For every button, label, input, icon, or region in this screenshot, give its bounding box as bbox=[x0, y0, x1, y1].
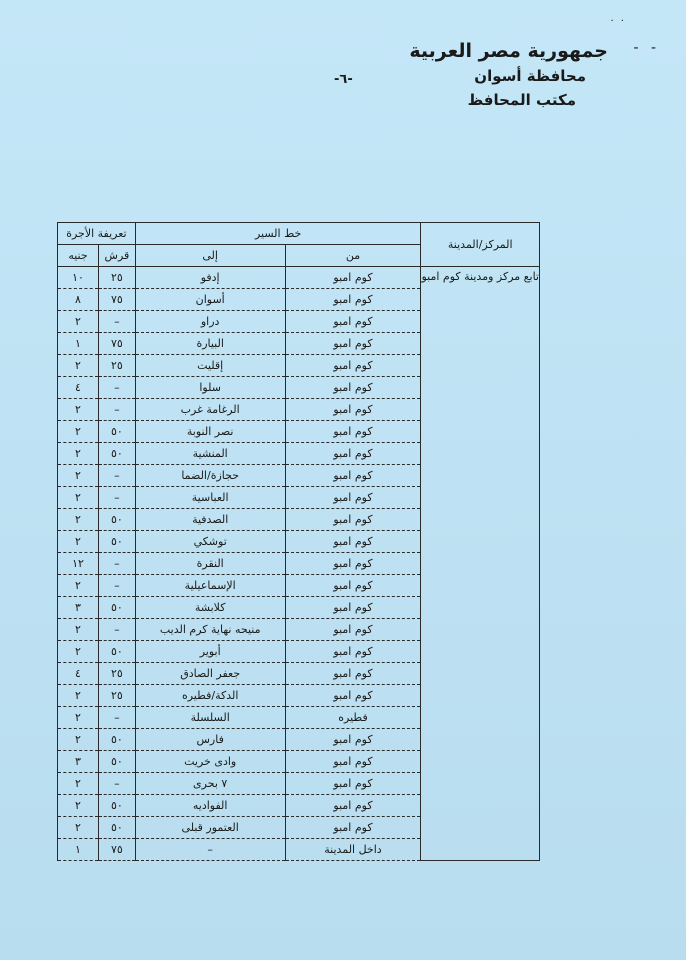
cell-from: كوم امبو bbox=[285, 641, 421, 663]
cell-pound: ١ bbox=[58, 839, 99, 861]
cell-piastre: ٥٠ bbox=[98, 597, 135, 619]
cell-to: وادى خريت bbox=[135, 751, 285, 773]
cell-from: كوم امبو bbox=[285, 267, 421, 289]
cell-to: النقرة bbox=[135, 553, 285, 575]
cell-piastre: ٧٥ bbox=[98, 333, 135, 355]
center-city-cell: تابع مركز ومدينة كوم امبو bbox=[421, 267, 540, 861]
cell-pound: ٢ bbox=[58, 619, 99, 641]
cell-to: إقليت bbox=[135, 355, 285, 377]
header-route: خط السير bbox=[135, 223, 421, 245]
cell-to: إدفو bbox=[135, 267, 285, 289]
cell-from: كوم امبو bbox=[285, 685, 421, 707]
cell-from: كوم امبو bbox=[285, 553, 421, 575]
cell-to: العتمور قبلى bbox=[135, 817, 285, 839]
cell-to: فارس bbox=[135, 729, 285, 751]
cell-pound: ٢ bbox=[58, 465, 99, 487]
cell-from: كوم امبو bbox=[285, 289, 421, 311]
cell-piastre: ٥٠ bbox=[98, 751, 135, 773]
cell-pound: ١٢ bbox=[58, 553, 99, 575]
cell-from: كوم امبو bbox=[285, 795, 421, 817]
cell-to: الدكة/فطيره bbox=[135, 685, 285, 707]
cell-to: نصر النوبة bbox=[135, 421, 285, 443]
cell-from: كوم امبو bbox=[285, 597, 421, 619]
scan-marks-dots: ‐ ‐ bbox=[633, 40, 660, 56]
cell-piastre: ٥٠ bbox=[98, 795, 135, 817]
cell-to: المنشية bbox=[135, 443, 285, 465]
header-piastre: قرش bbox=[98, 245, 135, 267]
cell-to: جعفر الصادق bbox=[135, 663, 285, 685]
office-name: مكتب المحافظ bbox=[467, 91, 576, 109]
cell-pound: ٢ bbox=[58, 509, 99, 531]
cell-from: كوم امبو bbox=[285, 355, 421, 377]
header-pound: جنيه bbox=[58, 245, 99, 267]
cell-from: كوم امبو bbox=[285, 729, 421, 751]
cell-to: البيارة bbox=[135, 333, 285, 355]
cell-pound: ٢ bbox=[58, 707, 99, 729]
cell-piastre: ٥٠ bbox=[98, 509, 135, 531]
cell-piastre: ٢٥ bbox=[98, 267, 135, 289]
cell-to: الإسماعيلية bbox=[135, 575, 285, 597]
cell-pound: ٢ bbox=[58, 443, 99, 465]
cell-to: الرغامة غرب bbox=[135, 399, 285, 421]
cell-pound: ٢ bbox=[58, 817, 99, 839]
cell-piastre: ٥٠ bbox=[98, 443, 135, 465]
cell-piastre: – bbox=[98, 575, 135, 597]
cell-to: أبوير bbox=[135, 641, 285, 663]
cell-from: كوم امبو bbox=[285, 663, 421, 685]
fare-table-body bbox=[58, 267, 540, 861]
header-center-city: المركز/المدينة bbox=[421, 223, 540, 267]
letterhead bbox=[409, 38, 608, 112]
cell-from: كوم امبو bbox=[285, 333, 421, 355]
cell-to: الفواديه bbox=[135, 795, 285, 817]
cell-from: داخل المدينة bbox=[285, 839, 421, 861]
cell-from: كوم امبو bbox=[285, 509, 421, 531]
governorate-name: محافظة أسوان bbox=[474, 67, 586, 85]
cell-to: دراو bbox=[135, 311, 285, 333]
cell-piastre: ٥٠ bbox=[98, 421, 135, 443]
country-name: جمهورية مصر العربية bbox=[409, 40, 608, 62]
header-fare: تعريفة الأجرة bbox=[58, 223, 136, 245]
cell-from: كوم امبو bbox=[285, 773, 421, 795]
cell-to: – bbox=[135, 839, 285, 861]
cell-piastre: ٢٥ bbox=[98, 685, 135, 707]
cell-pound: ٣ bbox=[58, 597, 99, 619]
cell-from: فطيره bbox=[285, 707, 421, 729]
header-to: إلى bbox=[135, 245, 285, 267]
cell-pound: ٤ bbox=[58, 377, 99, 399]
cell-pound: ٢ bbox=[58, 531, 99, 553]
cell-from: كوم امبو bbox=[285, 487, 421, 509]
fare-table bbox=[57, 222, 540, 861]
cell-pound: ٢ bbox=[58, 487, 99, 509]
cell-to: ٧ بحرى bbox=[135, 773, 285, 795]
page-number: -٦- bbox=[334, 72, 353, 87]
cell-pound: ٣ bbox=[58, 751, 99, 773]
cell-from: كوم امبو bbox=[285, 443, 421, 465]
cell-piastre: – bbox=[98, 465, 135, 487]
cell-piastre: ٥٠ bbox=[98, 817, 135, 839]
cell-piastre: ٥٠ bbox=[98, 641, 135, 663]
table-row bbox=[58, 267, 540, 289]
cell-to: سلوا bbox=[135, 377, 285, 399]
cell-pound: ٢ bbox=[58, 641, 99, 663]
cell-to: العباسية bbox=[135, 487, 285, 509]
cell-piastre: – bbox=[98, 773, 135, 795]
cell-from: كوم امبو bbox=[285, 575, 421, 597]
cell-from: كوم امبو bbox=[285, 311, 421, 333]
cell-pound: ٢ bbox=[58, 795, 99, 817]
cell-to: أسوان bbox=[135, 289, 285, 311]
cell-piastre: ٢٥ bbox=[98, 355, 135, 377]
cell-pound: ٢ bbox=[58, 311, 99, 333]
cell-from: كوم امبو bbox=[285, 399, 421, 421]
cell-piastre: ٧٥ bbox=[98, 839, 135, 861]
cell-pound: ٢ bbox=[58, 421, 99, 443]
cell-piastre: ٥٠ bbox=[98, 531, 135, 553]
cell-to: منيحه نهاية كرم الديب bbox=[135, 619, 285, 641]
cell-piastre: ٢٥ bbox=[98, 663, 135, 685]
cell-to: السلسلة bbox=[135, 707, 285, 729]
cell-piastre: ٥٠ bbox=[98, 729, 135, 751]
header-from: من bbox=[285, 245, 421, 267]
cell-piastre: – bbox=[98, 553, 135, 575]
cell-piastre: – bbox=[98, 487, 135, 509]
cell-from: كوم امبو bbox=[285, 619, 421, 641]
cell-pound: ٢ bbox=[58, 685, 99, 707]
cell-pound: ٢ bbox=[58, 729, 99, 751]
cell-from: كوم امبو bbox=[285, 751, 421, 773]
cell-from: كوم امبو bbox=[285, 817, 421, 839]
cell-pound: ٤ bbox=[58, 663, 99, 685]
cell-pound: ١ bbox=[58, 333, 99, 355]
cell-to: حجازة/الضما bbox=[135, 465, 285, 487]
cell-pound: ٢ bbox=[58, 399, 99, 421]
cell-pound: ٢ bbox=[58, 575, 99, 597]
scan-marks: · · bbox=[610, 16, 626, 27]
cell-from: كوم امبو bbox=[285, 377, 421, 399]
cell-pound: ١٠ bbox=[58, 267, 99, 289]
cell-to: توشكي bbox=[135, 531, 285, 553]
cell-piastre: – bbox=[98, 377, 135, 399]
cell-from: كوم امبو bbox=[285, 531, 421, 553]
cell-piastre: – bbox=[98, 399, 135, 421]
cell-pound: ٨ bbox=[58, 289, 99, 311]
cell-piastre: ٧٥ bbox=[98, 289, 135, 311]
cell-to: كلابشة bbox=[135, 597, 285, 619]
cell-pound: ٢ bbox=[58, 773, 99, 795]
cell-to: الصدفية bbox=[135, 509, 285, 531]
cell-piastre: – bbox=[98, 707, 135, 729]
cell-from: كوم امبو bbox=[285, 421, 421, 443]
cell-piastre: – bbox=[98, 619, 135, 641]
cell-piastre: – bbox=[98, 311, 135, 333]
cell-from: كوم امبو bbox=[285, 465, 421, 487]
cell-pound: ٢ bbox=[58, 355, 99, 377]
